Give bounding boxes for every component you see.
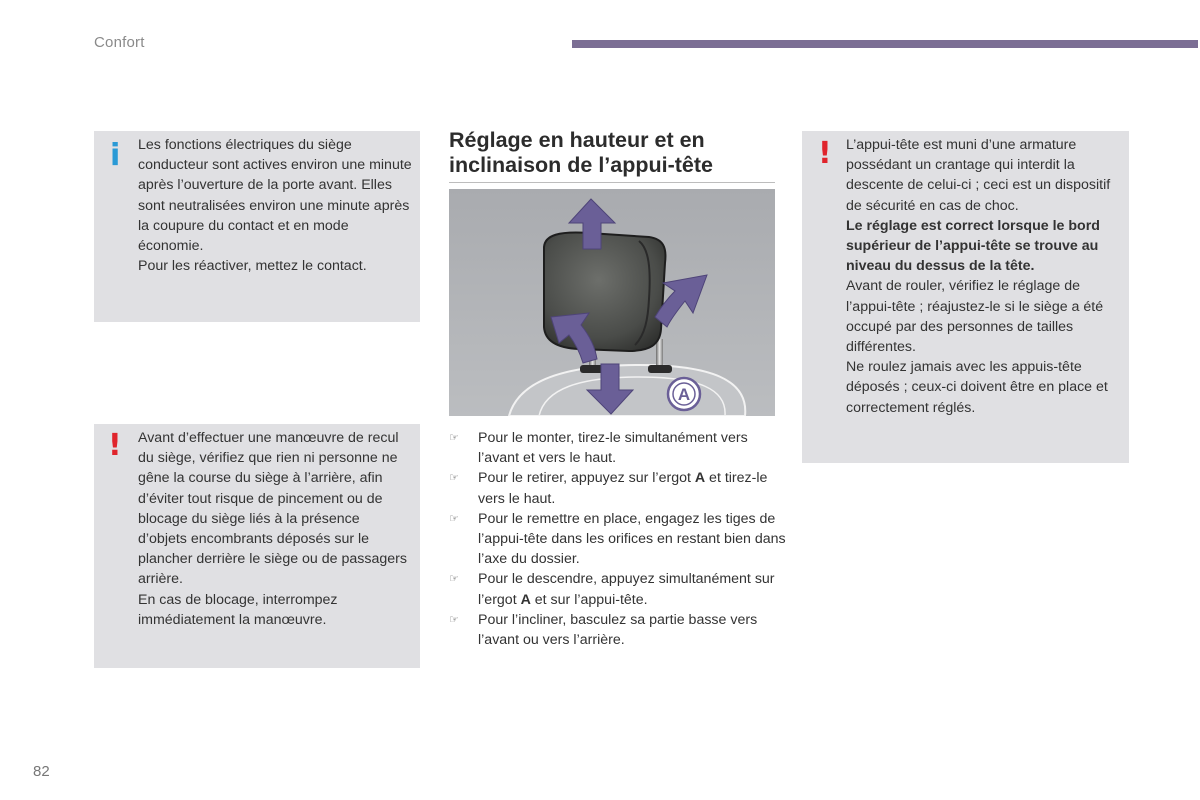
- info-box-text: [138, 135, 412, 276]
- warning-box-right: [802, 131, 1129, 463]
- warning-icon: !: [818, 136, 832, 171]
- warning-box-left-text: [138, 428, 412, 630]
- hand-pointer-icon: ☞: [449, 431, 459, 444]
- section-title: Confort: [94, 34, 145, 51]
- info-paragraph-2: Pour les réactiver, mettez le contact.: [138, 258, 367, 275]
- hand-pointer-icon: ☞: [449, 572, 459, 586]
- page-number: 82: [33, 763, 50, 780]
- list-item: ☞ Pour le monter, tirez-le simultanément vers l’avant et vers le haut.: [449, 430, 748, 467]
- warning-paragraph-2: En cas de blocage, interrompez immédiatement la manœuvre.: [138, 591, 338, 628]
- instruction-list: [449, 428, 789, 650]
- info-box: [94, 131, 420, 322]
- warning-paragraph-2: Avant de rouler, vérifiez le réglage de l’appui-tête ; réajustez-le si le siège a été occupé par des personnes de tailles différentes.: [846, 278, 1104, 356]
- warning-paragraph-3: Ne roulez jamais avec les appuis-tête déposés ; ceux-ci doivent être en place et correctement réglés.: [846, 359, 1108, 416]
- info-icon: i: [110, 138, 121, 173]
- hand-pointer-icon: ☞: [449, 612, 459, 626]
- heading-rule: [449, 182, 775, 183]
- list-item: ☞ Pour le retirer, appuyez sur l’ergot A et tirez-le vers le haut.: [449, 470, 768, 507]
- hand-pointer-icon: ☞: [449, 471, 459, 485]
- callout-a-label: A: [677, 385, 691, 404]
- hand-pointer-icon: ☞: [449, 511, 459, 525]
- list-item: ☞ Pour le descendre, appuyez simultanément sur l’ergot A et sur l’appui-tête.: [449, 571, 775, 608]
- headrest-illustration: [449, 189, 775, 416]
- section-heading: Réglage en hauteur et en inclinaison de l’appui-tête: [449, 128, 714, 177]
- section-accent-bar: [572, 40, 1198, 48]
- warning-icon: !: [108, 428, 122, 463]
- warning-box-right-text: [846, 135, 1121, 418]
- warning-box-left: [94, 424, 420, 668]
- warning-intro: L’appui-tête est muni d’une armature possédant un crantage qui interdit la descente de celui-ci ; ceci est un dispositif de sécurité en cas de choc.: [846, 137, 1111, 214]
- info-paragraph: Les fonctions électriques du siège conducteur sont actives environ une minute après l’ouverture de la porte avant. Elles sont neutralisées environ une minute après la coupure du contact et en mode économie.: [138, 137, 412, 255]
- warning-bold-statement: Le réglage est correct lorsque le bord supérieur de l’appui-tête se trouve au niveau du dessus de la tête.: [846, 217, 1100, 275]
- list-item: ☞ Pour l’incliner, basculez sa partie basse vers l’avant ou vers l’arrière.: [449, 611, 758, 649]
- list-item: ☞ Pour le remettre en place, engagez les tiges de l’appui-tête dans les orifices en restant bien dans l’axe du dossier.: [449, 510, 786, 568]
- warning-paragraph: Avant d’effectuer une manœuvre de recul du siège, vérifiez que rien ni personne ne gêne la course du siège à l’arrière, afin d’éviter tout risque de pincement ou de blocage du siège liés à la présence d’objets encombrants déposés sur le plancher derrière le siège ou de passagers arrière.: [138, 430, 407, 588]
